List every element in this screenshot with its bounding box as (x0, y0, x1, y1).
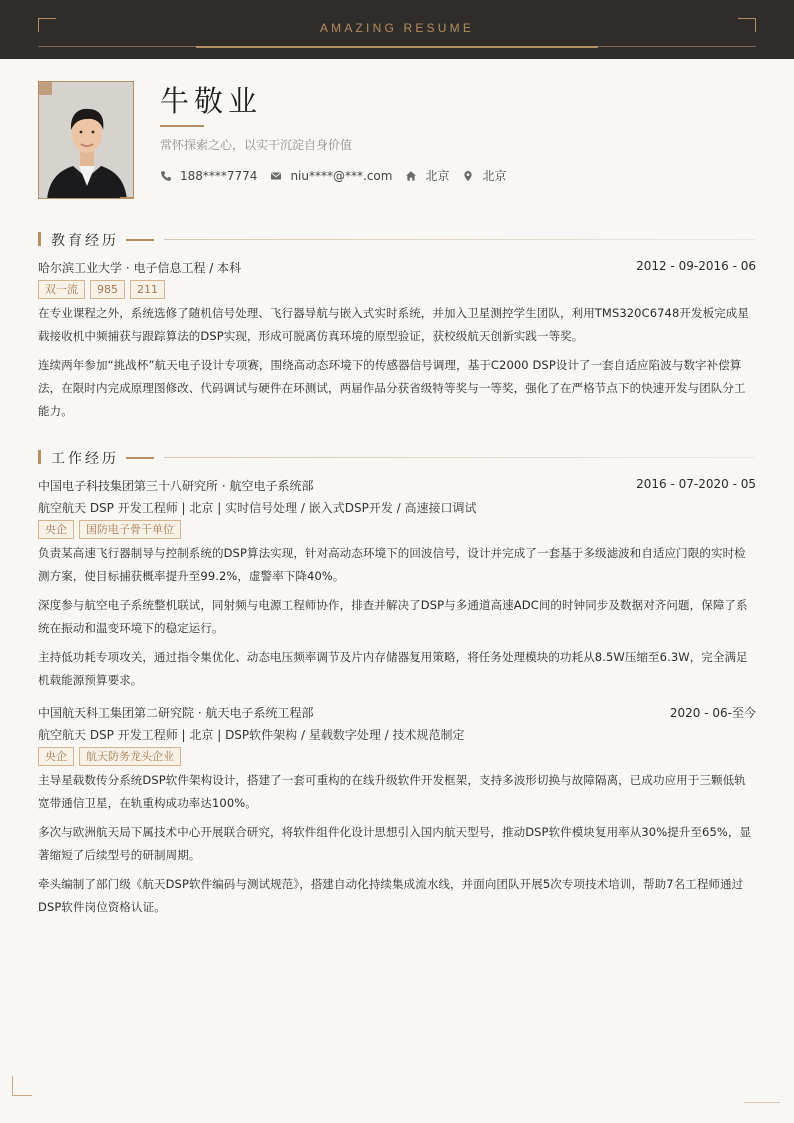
section-marker (38, 450, 41, 464)
header-rule-accent (196, 46, 598, 48)
location-pin-icon (462, 170, 474, 182)
contact-email (270, 169, 392, 183)
section-rule (164, 239, 756, 240)
photo-corner-tab (38, 81, 52, 95)
company-name: 中国航天科工集团第二研究院 · 航天电子系统工程部 (38, 706, 314, 720)
job-paragraph: 负责某高速飞行器制导与控制系统的DSP算法实现，针对高动态环境下的回波信号，设计并完成了一套基于多级滤波和自适应门限的实时检测方案，使目标捕获概率提升至99.2%，虚警率下降40%。 (38, 546, 746, 583)
tag: 985 (90, 280, 125, 299)
section-dash (126, 239, 154, 241)
tag: 央企 (38, 520, 74, 539)
profile-photo (38, 81, 134, 199)
section-marker (38, 232, 41, 246)
mail-icon (270, 170, 282, 182)
contact-phone (160, 169, 257, 183)
footer-rule (744, 1102, 780, 1103)
header-band (0, 0, 794, 59)
email-address: niu****@***.com (290, 168, 393, 183)
tag: 双一流 (38, 280, 85, 299)
section-title: 工作经历 (51, 451, 119, 467)
section-title: 教育经历 (51, 233, 119, 249)
job-role: 航空航天 DSP 开发工程师 | 北京 | 实时信号处理 / 嵌入式DSP开发 / 高速接口调试 (38, 501, 477, 515)
job-period: 2020 - 06-至今 (669, 706, 756, 720)
company-name: 中国电子科技集团第三十八研究所 · 航空电子系统部 (38, 479, 314, 493)
job-paragraph: 多次与欧洲航天局下属技术中心开展联合研究，将软件组件化设计思想引入国内航天型号，推动DSP软件模块复用率从30%提升至65%，显著缩短了后续型号的研制周期。 (38, 825, 752, 862)
education-paragraph: 连续两年参加“挑战杯”航天电子设计专项赛，围绕高动态环境下的传感器信号调理，基于C2000 DSP设计了一套自适应陷波与数字补偿算法，在限时内完成原理图修改、代码调试与硬件在环测试，两届作品分获省级特等奖与一等奖，强化了在严格节点下的快速开发与团队分工能力。 (38, 358, 746, 418)
section-dash (126, 457, 154, 459)
candidate-motto: 常怀探索之心，以实干沉淀自身价值 (160, 138, 353, 152)
name-underline (160, 125, 204, 127)
job-tags (38, 520, 186, 539)
education-period: 2012 - 09-2016 - 06 (636, 259, 756, 273)
job-tags (38, 747, 186, 766)
phone-number: 188****7774 (180, 168, 258, 183)
tag: 央企 (38, 747, 74, 766)
education-tags (38, 280, 170, 299)
job-role: 航空航天 DSP 开发工程师 | 北京 | DSP软件架构 / 星载数字处理 / 技术规范制定 (38, 728, 465, 742)
tag: 航天防务龙头企业 (79, 747, 181, 766)
corner-ornament-bottom-left (12, 1076, 32, 1096)
education-paragraph: 在专业课程之外，系统选修了随机信号处理、飞行器导航与嵌入式实时系统，并加入卫星测控学生团队，利用TMS320C6748开发板完成星载接收机中频捕获与跟踪算法的DSP实现，形成可脱离仿真环境的原型验证，获校级航天创新实践一等奖。 (38, 306, 749, 343)
job-paragraph: 主持低功耗专项攻关，通过指令集优化、动态电压频率调节及片内存储器复用策略，将任务处理模块的功耗从8.5W压缩至6.3W，完全满足机载能源预算要求。 (38, 650, 748, 687)
photo-corner-accent (120, 197, 134, 199)
home-icon (405, 170, 417, 182)
school-name: 哈尔滨工业大学 · 电子信息工程 / 本科 (38, 261, 242, 275)
job-paragraph: 牵头编制了部门级《航天DSP软件编码与测试规范》，搭建自动化持续集成流水线，并面向团队开展5次专项技术培训，帮助7名工程师通过DSP软件岗位资格认证。 (38, 877, 744, 914)
avatar-portrait (39, 82, 134, 199)
header-banner-text: AMAZING RESUME (319, 21, 475, 35)
phone-icon (160, 170, 172, 182)
education-section-heading (38, 230, 756, 248)
job-period: 2016 - 07-2020 - 05 (636, 477, 756, 491)
candidate-name: 牛敬业 (160, 84, 263, 118)
section-rule (164, 457, 756, 458)
job-paragraph: 深度参与航空电子系统整机联试，同射频与电源工程师协作，排查并解决了DSP与多通道高速ADC间的时钟同步及数据对齐问题，保障了系统在振动和温变环境下的稳定运行。 (38, 598, 748, 635)
job-paragraph: 主导星载数传分系统DSP软件架构设计，搭建了一套可重构的在线升级软件开发框架，支持多波形切换与故障隔离，已成功应用于三颗低轨宽带通信卫星，在轨重构成功率达100%。 (38, 773, 746, 810)
contact-bar (160, 167, 519, 184)
contact-home (405, 167, 449, 184)
home-city: 北京 (425, 169, 450, 183)
tag: 211 (130, 280, 165, 299)
work-section-heading (38, 448, 756, 466)
contact-location (462, 167, 506, 184)
tag: 国防电子骨干单位 (79, 520, 181, 539)
current-location: 北京 (482, 169, 507, 183)
